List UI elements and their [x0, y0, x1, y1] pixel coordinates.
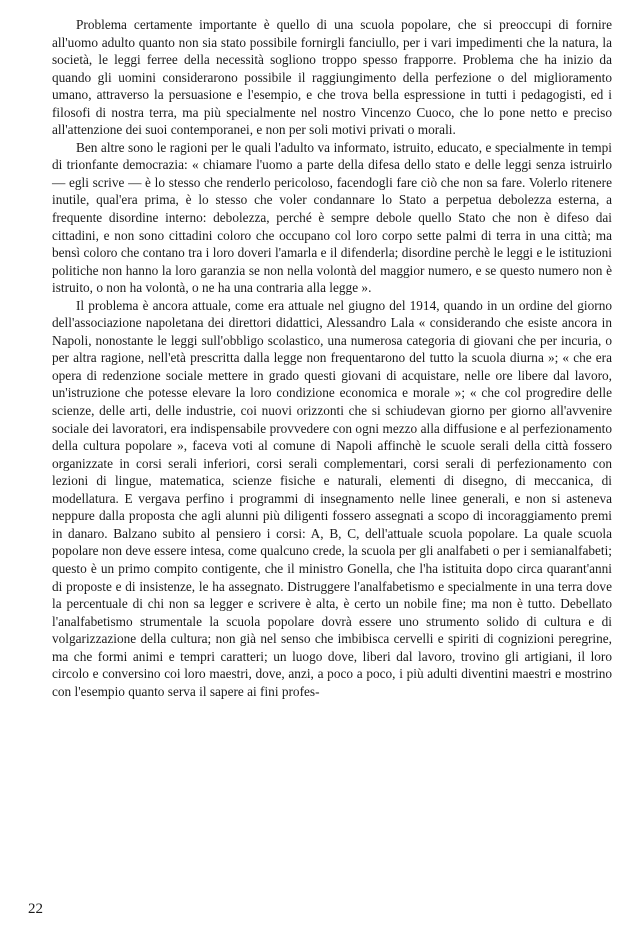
document-page	[52, 16, 612, 700]
paragraph-2: Ben altre sono le ragioni per le quali l'adulto va informato, istruito, educato, e specialmente in tempi di trionfante democrazia: « chiamare l'uomo a parte della difesa dello stato e delle leggi senza istruirlo — egli scrive — è lo stesso che renderlo pericoloso, facendogli fare ciò che non sa fare. Volerlo ritenere inutile, qual'era prima, è lo stesso che voler condannare lo Stato a perpetua debolezza esterna, a frequente disordine interno: debolezza, perché è sempre debole quello Stato che non è difeso dai cittadini, e non sono cittadini coloro che occupano col loro corpo sette palmi di terra in una città; ma bensì coloro che contano tra i loro doveri l'amarla e il difenderla; disordine perchè le leggi e le istituzioni politiche non hanno la loro garanzia se non nella volontà del maggior numero, e se questo numero non è istruito, o non ha volontà, o ne ha una contraria alla legge ».	[52, 139, 612, 296]
page-number: 22	[28, 901, 43, 917]
paragraph-3: Il problema è ancora attuale, come era attuale nel giugno del 1914, quando in un ordine del giorno dell'associazione napoletana dei direttori didattici, Alessandro Lala « considerando che esiste ancora in Napoli, nonostante le leggi sull'obbligo scolastico, una numerosa categoria di giovani che per incuria, o per altra ragione, nell'età prescritta dalla legge non frequentarono del tutto la scuola diurna »; « che era opera di redenzione sociale mettere in grado questi giovani di acquistare, nelle ore libere dal lavoro, un'istruzione che potesse elevare la loro condizione economica e morale »; « che col progredire delle scienze, delle arti, delle industrie, coi nuovi orizzonti che si schiudevan giorno per giorno all'avvenire sociale dei lavoratori, era indispensabile provvedere con ogni mezzo alla diffusione e al perfezionamento della cultura popolare », faceva voti al comune di Napoli affinchè le scuole serali della città fossero organizzate in corsi serali inferiori, corsi serali complementari, corsi serali di perfezionamento con lezioni di lingue, matematica, scienze fisiche e naturali, elementi di disegno, di meccanica, di modellatura. E vergava perfino i programmi di insegnamento nelle linee generali, e non si asteneva neppure dalla proposta che agli alunni più diligenti fossero assegnati a scopo di incoraggiamento premi in danaro. Balzano subito al pensiero i corsi: A, B, C, dell'attuale scuola popolare. La quale scuola popolare non deve essere intesa, come qualcuno crede, la scuola per gli analfabeti o per i semianalfabeti; questo è un primo compito contigente, che il ministro Gonella, che l'ha istituita dopo circa quarant'anni di proposte e di insistenze, le ha assegnato. Distruggere l'analfabetismo e specialmente in una terra dove la percentuale di chi non sa legger e scrivere è alta, è certo un nobile fine; ma non è tutto. Debellato l'analfabetismo strumentale la scuola popolare dovrà essere uno strumento solido di cultura e di volgarizzazione della cultura; non già nel senso che imbibisca cervelli e spiriti di cognizioni peregrine, ma che formi animi e tempri caratteri; un luogo dove, liberi dal lavoro, trovino gli artigiani, il loro circolo e conversino coi loro maestri, dove, anzi, a poco a poco, i più adulti diventini maestri e mostrino con l'esempio quanto serva il sapere ai fini profes-	[52, 297, 612, 699]
paragraph-1: Problema certamente importante è quello di una scuola popolare, che si preoccupi di fornire all'uomo adulto quanto non sia stato possibile fornirgli fanciullo, per i vari impedimenti che la natura, la società, le leggi ferree della necessità sogliono troppo spesso frapporre. Problema che ha inizio da quando gli uomini considerarono possibile il raggiungimento della perfezione o del miglioramento umano, attraverso la persuasione e l'esempio, e che trova bella espressione in tutti i pedagogisti, ed i filosofi di nostra terra, ma più specialmente nel nostro Vincenzo Cuoco, che lo pone netto e preciso all'attenzione dei suoi contemporanei, e non per soli motivi privati o morali.	[52, 17, 612, 138]
